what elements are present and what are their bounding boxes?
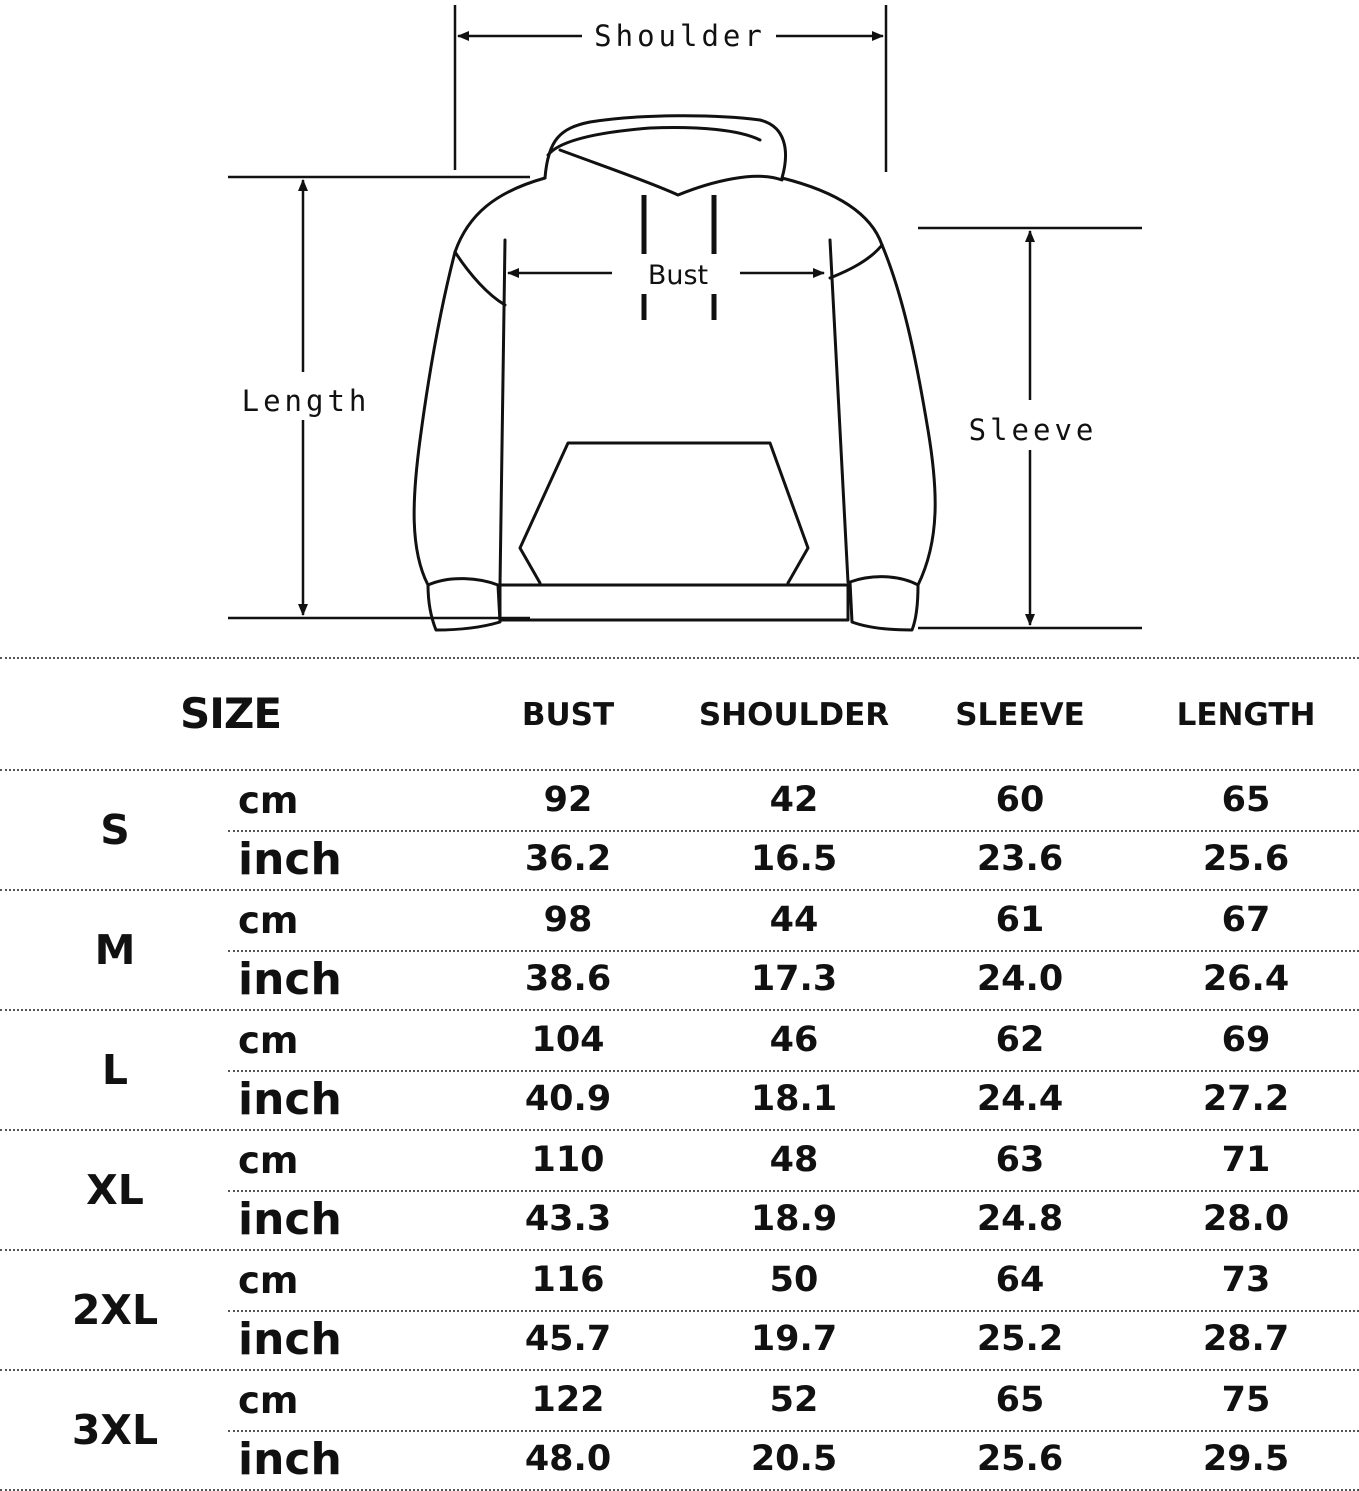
cm-row (228, 771, 1359, 832)
measurement-cell: 92 (543, 780, 593, 820)
measurement-cell: 24.4 (976, 1079, 1064, 1119)
measurement-cell: 27.2 (1202, 1079, 1290, 1119)
inch-row (228, 1430, 1359, 1489)
header-row (0, 657, 1359, 771)
unit-label: cm (238, 779, 299, 822)
size-rows (0, 771, 1359, 1491)
measurement-cell: 45.7 (524, 1319, 612, 1359)
measurement-cell: 62 (995, 1020, 1045, 1060)
measurement-cell: 28.7 (1202, 1319, 1290, 1359)
hoodie-measurement-diagram (0, 0, 1359, 650)
sleeve-header: SLEEVE (955, 697, 1085, 733)
measurement-cell: 104 (531, 1020, 605, 1060)
measurement-cell: 69 (1221, 1020, 1271, 1060)
unit-label: cm (238, 1259, 299, 1302)
cm-row (228, 1131, 1359, 1192)
measurement-cell: 23.6 (976, 839, 1064, 879)
measurement-cell: 122 (531, 1380, 605, 1420)
size-label: M (94, 926, 136, 974)
unit-label: inch (238, 1074, 342, 1125)
measurement-cell: 64 (995, 1260, 1045, 1300)
measurement-cell: 24.8 (976, 1199, 1064, 1239)
measurement-cell: 65 (995, 1380, 1045, 1420)
measurement-cell: 19.7 (750, 1319, 838, 1359)
inch-row (228, 950, 1359, 1009)
measurement-cell: 48.0 (524, 1439, 612, 1479)
measurement-cell: 50 (769, 1260, 819, 1300)
measurement-cell: 43.3 (524, 1199, 612, 1239)
size-group-row (0, 771, 1359, 891)
size-label: XL (86, 1166, 144, 1214)
measurement-cell: 36.2 (524, 839, 612, 879)
measurement-cell: 38.6 (524, 959, 612, 999)
sleeve-label: Sleeve (968, 413, 1098, 447)
bust-label: Bust (647, 260, 709, 291)
measurement-cell: 67 (1221, 900, 1271, 940)
unit-label: inch (238, 1314, 342, 1365)
shoulder-header: SHOULDER (698, 697, 890, 733)
size-group-row (0, 1371, 1359, 1491)
size-label: L (101, 1046, 129, 1094)
measurement-cell: 20.5 (750, 1439, 838, 1479)
measurement-cell: 116 (531, 1260, 605, 1300)
size-header: SIZE (180, 689, 282, 738)
size-group-row (0, 1251, 1359, 1371)
size-group-row (0, 891, 1359, 1011)
unit-label: cm (238, 1019, 299, 1062)
unit-label: cm (238, 899, 299, 942)
cm-row (228, 1371, 1359, 1432)
measurement-cell: 73 (1221, 1260, 1271, 1300)
measurement-cell: 24.0 (976, 959, 1064, 999)
measurement-cell: 48 (769, 1140, 819, 1180)
measurement-cell: 18.9 (750, 1199, 838, 1239)
cm-row (228, 891, 1359, 952)
hoodie-outline (414, 116, 935, 630)
measurement-cell: 28.0 (1202, 1199, 1290, 1239)
measurement-cell: 25.6 (1202, 839, 1290, 879)
measurement-cell: 44 (769, 900, 819, 940)
measurement-cell: 29.5 (1202, 1439, 1290, 1479)
measurement-cell: 52 (769, 1380, 819, 1420)
inch-row (228, 1070, 1359, 1129)
shoulder-label: Shoulder (594, 19, 766, 53)
inch-row (228, 830, 1359, 889)
size-group-row (0, 1011, 1359, 1131)
measurement-cell: 40.9 (524, 1079, 612, 1119)
measurement-cell: 16.5 (750, 839, 838, 879)
measurement-cell: 75 (1221, 1380, 1271, 1420)
size-group-row (0, 1131, 1359, 1251)
measurement-cell: 26.4 (1202, 959, 1290, 999)
measurement-cell: 17.3 (750, 959, 838, 999)
inch-row (228, 1190, 1359, 1249)
measurement-cell: 110 (531, 1140, 605, 1180)
unit-label: inch (238, 834, 342, 885)
inch-row (228, 1310, 1359, 1369)
cm-row (228, 1251, 1359, 1312)
unit-label: cm (238, 1379, 299, 1422)
bust-header: BUST (521, 697, 615, 733)
measurement-cell: 25.6 (976, 1439, 1064, 1479)
measurement-cell: 71 (1221, 1140, 1271, 1180)
size-label: 2XL (71, 1286, 159, 1334)
size-chart-table (0, 657, 1359, 1491)
unit-label: inch (238, 1194, 342, 1245)
measurement-cell: 98 (543, 900, 593, 940)
measurement-cell: 46 (769, 1020, 819, 1060)
measurement-cell: 61 (995, 900, 1045, 940)
measurement-cell: 60 (995, 780, 1045, 820)
length-label: Length (241, 384, 371, 418)
size-label: 3XL (71, 1406, 159, 1454)
length-header: LENGTH (1176, 697, 1316, 733)
measurement-cell: 25.2 (976, 1319, 1064, 1359)
size-label: S (100, 806, 130, 854)
unit-label: inch (238, 1434, 342, 1485)
measurement-cell: 42 (769, 780, 819, 820)
cm-row (228, 1011, 1359, 1072)
measurement-cell: 63 (995, 1140, 1045, 1180)
measurement-cell: 65 (1221, 780, 1271, 820)
measurement-cell: 18.1 (750, 1079, 838, 1119)
unit-label: cm (238, 1139, 299, 1182)
unit-label: inch (238, 954, 342, 1005)
